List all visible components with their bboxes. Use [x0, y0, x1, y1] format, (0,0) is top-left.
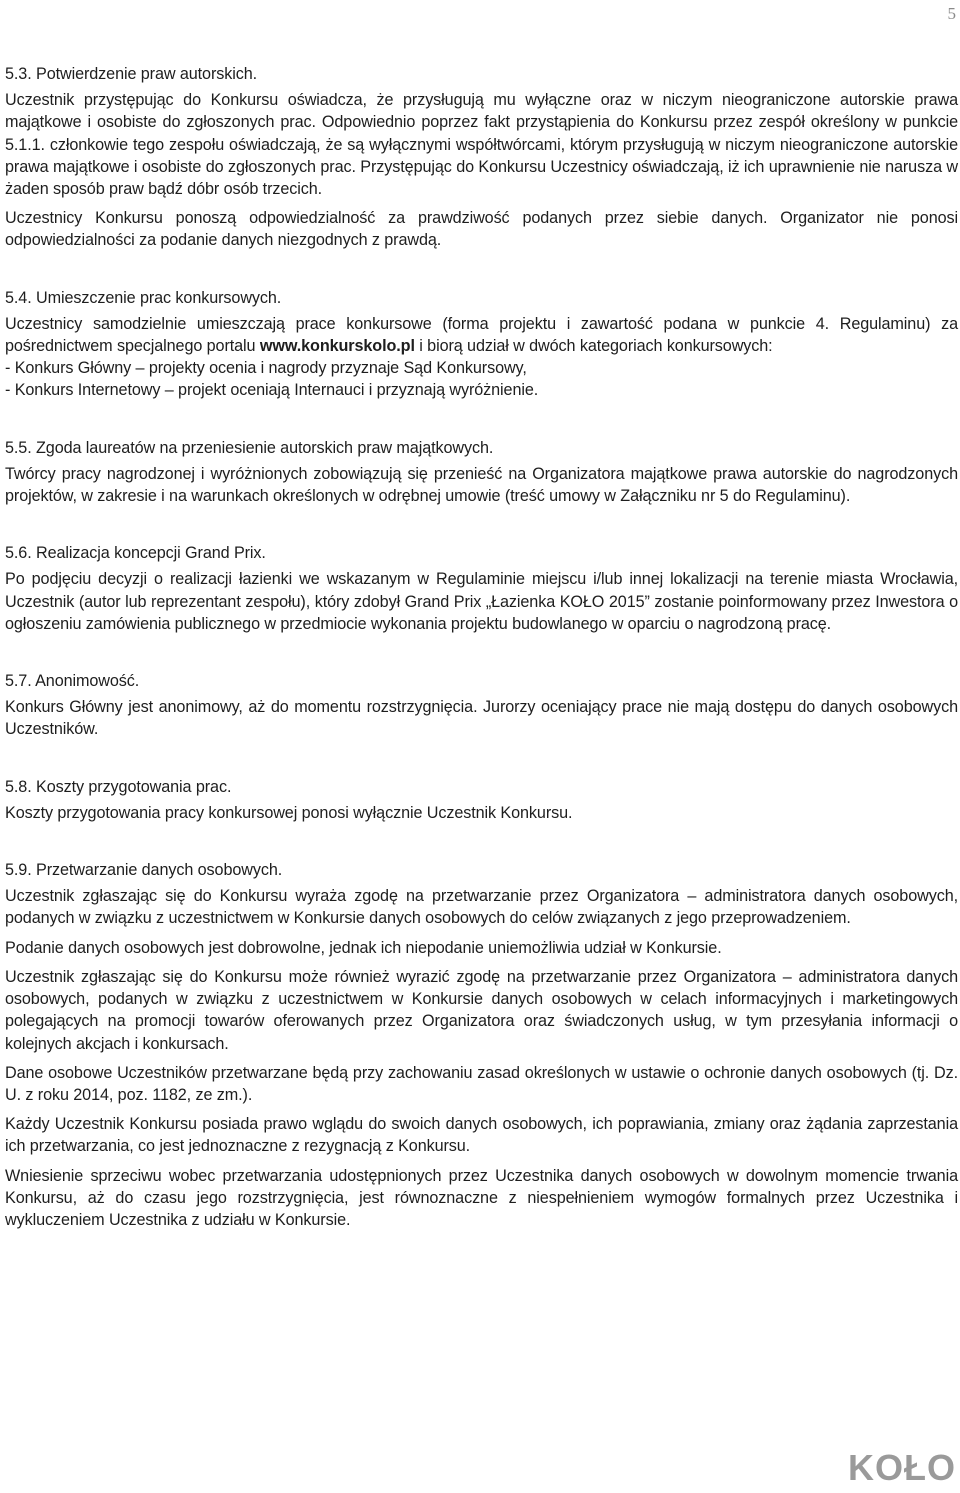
section-heading: 5.5. Zgoda laureatów na przeniesienie autorskich praw majątkowych.: [5, 438, 494, 457]
paragraph: Uczestnik zgłaszając się do Konkursu wyraża zgodę na przetwarzanie przez Organizatora – administratora danych osobowych, podanych w związku z uczestnictwem w Konkursie danych osobowych do celów związanych z jego przeprowadzeniem.: [5, 887, 958, 928]
portal-link[interactable]: www.konkurskolo.pl: [259, 337, 415, 356]
section-heading: 5.4. Umieszczenie prac konkursowych.: [5, 288, 282, 307]
paragraph: Po podjęciu decyzji o realizacji łazienki we wskazanym w Regulaminie miejscu i/lub innej lokalizacji na terenie miasta Wrocławia, Uczestnik (autor lub reprezentant zespołu), który zdobył Grand Prix „Łazienka KOŁO 2015” zostanie poinformowany przez Inwestora o ogłoszeniu zamówienia publicznego w przedmiocie wykonania projektu budowlanego w oparciu o nagrodzoną pracę.: [5, 570, 958, 633]
paragraph: [5, 313, 958, 357]
section-5-5: [5, 437, 958, 508]
paragraph: Wniesienie sprzeciwu wobec przetwarzania udostępnionych przez Uczestnika danych osobowych w dowolnym momencie trwania Konkursu, aż do czasu jego rozstrzygnięcia, jest równoznaczne z niespełnieniem wymogów formalnych przez Uczestnika i wykluczeniem Uczestnika z udziału w Konkursie.: [5, 1166, 958, 1229]
list-item: - Konkurs Internetowy – projekt oceniają Internauci i przyznają wyróżnienie.: [5, 381, 539, 400]
paragraph: Uczestnik zgłaszając się do Konkursu może również wyrazić zgodę na przetwarzanie przez Organizatora – administratora danych osobowych, podanych w związku z uczestnictwem w Konkursie danych osobowych w celach informacyjnych i marketingowych polegających na promocji towarów oferowanych przez Organizatora oraz świadczonych usług, w tym przesyłania informacji o kolejnych akcjach i konkursach.: [5, 967, 958, 1053]
page-number: 5: [947, 4, 956, 23]
paragraph-text: i biorą udział w dwóch kategoriach konkursowych:: [414, 337, 773, 356]
paragraph: Dane osobowe Uczestników przetwarzane będą przy zachowaniu zasad określonych w ustawie o ochronie danych osobowych (tj. Dz. U. z roku 2014, poz. 1182, ze zm.).: [5, 1063, 958, 1104]
document-body: [5, 63, 958, 1266]
section-heading: 5.8. Koszty przygotowania prac.: [5, 777, 232, 796]
section-5-7: [5, 670, 958, 741]
kolo-logo: KOŁO: [848, 1447, 956, 1488]
section-5-6: [5, 542, 958, 635]
section-5-9: [5, 859, 958, 1231]
section-heading: 5.9. Przetwarzanie danych osobowych.: [5, 861, 283, 880]
paragraph: Uczestnicy Konkursu ponoszą odpowiedzialność za prawdziwość podanych przez siebie danych. Organizator nie ponosi odpowiedzialności za podanie danych niezgodnych z prawdą.: [5, 209, 958, 250]
paragraph: Koszty przygotowania pracy konkursowej ponosi wyłącznie Uczestnik Konkursu.: [5, 803, 573, 822]
section-heading: 5.7. Anonimowość.: [5, 672, 140, 691]
paragraph: Każdy Uczestnik Konkursu posiada prawo wglądu do swoich danych osobowych, ich poprawiania, zmiany oraz żądania zaprzestania ich przetwarzania, co jest jednoznaczne z rezygnacją z Konkursu.: [5, 1115, 958, 1156]
section-5-3: [5, 63, 958, 252]
paragraph: Uczestnik przystępując do Konkursu oświadcza, że przysługują mu wyłączne oraz w niczym nieograniczone autorskie prawa majątkowe i osobiste do zgłoszonych prac. Odpowiednio poprzez fakt przystąpienia do Konkursu przez zespół określony w punkcie 5.1.1. członkowie tego zespołu oświadczają, że są wyłącznymi współtwórcami, którym przysługują w niczym nieograniczone autorskie prawa majątkowe i osobiste do zgłoszonych prac. Przystępując do Konkursu Uczestnicy oświadczają, iż ich uprawnienie nie narusza w żaden sposób praw bądź dóbr osób trzecich.: [5, 91, 958, 199]
section-heading: 5.3. Potwierdzenie praw autorskich.: [5, 65, 258, 83]
paragraph: Twórcy pracy nagrodzonej i wyróżnionych zobowiązują się przenieść na Organizatora majątkowe prawa autorskie do nagrodzonych projektów, w zakresie i na warunkach określonych w odrębnej umowie (treść umowy w Załączniku nr 5 do Regulaminu).: [5, 464, 958, 506]
paragraph: Konkurs Główny jest anonimowy, aż do momentu rozstrzygnięcia. Jurorzy oceniający prace nie mają dostępu do danych osobowych Uczestników.: [5, 698, 958, 739]
section-heading: 5.6. Realizacja koncepcji Grand Prix.: [5, 544, 266, 563]
section-5-4: [5, 287, 958, 402]
list-item: - Konkurs Główny – projekty ocenia i nagrody przyznaje Sąd Konkursowy,: [5, 359, 527, 378]
section-5-8: [5, 776, 958, 824]
paragraph-text: Uczestnicy samodzielnie umieszczają prace konkursowe (forma projektu i zawartość podana w punkcie 4. Regulaminu) za pośrednictwem specjalnego portalu: [5, 314, 958, 356]
paragraph: Podanie danych osobowych jest dobrowolne, jednak ich niepodanie uniemożliwia udział w Konkursie.: [5, 938, 722, 957]
